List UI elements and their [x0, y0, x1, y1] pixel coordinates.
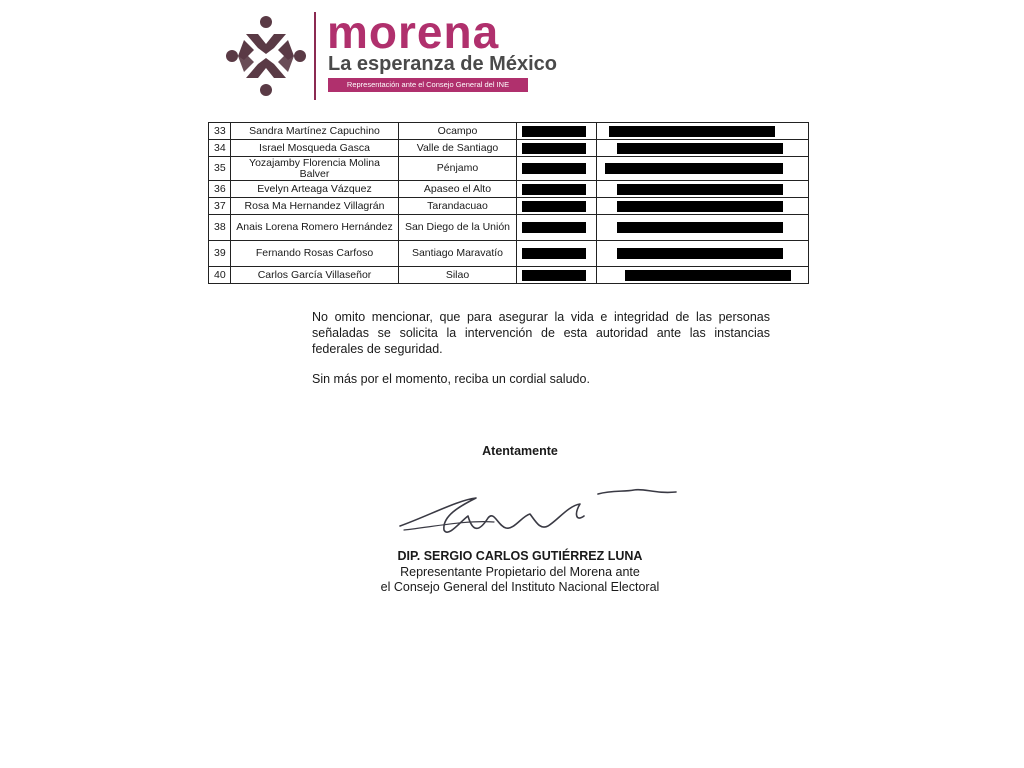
redacted-cell — [597, 241, 809, 267]
representation-banner: Representación ante el Consejo General del INE — [328, 78, 528, 92]
redacted-cell — [517, 140, 597, 157]
municipality: Apaseo el Alto — [399, 181, 517, 198]
row-number: 37 — [209, 198, 231, 215]
table-row — [209, 123, 809, 140]
handwritten-signature — [398, 486, 678, 546]
signer-role-line-2: el Consejo General del Instituto Nacional Electoral — [380, 580, 660, 594]
row-number: 35 — [209, 157, 231, 181]
closing-text: Atentamente — [482, 444, 558, 458]
redacted-cell — [517, 267, 597, 284]
signer-role-line-1: Representante Propietario del Morena ante — [400, 565, 640, 579]
redacted-cell — [597, 181, 809, 198]
person-name: Carlos García Villaseñor — [231, 267, 399, 284]
redacted-cell — [517, 123, 597, 140]
municipality: Silao — [399, 267, 517, 284]
table-row — [209, 140, 809, 157]
body-paragraph: No omito mencionar, que para asegurar la vida e integridad de las personas señaladas se solicita la intervención de esta autoridad ante las instancias federales de seguridad. — [312, 310, 770, 356]
redacted-cell — [517, 215, 597, 241]
table-row — [209, 157, 809, 181]
person-name: Yozajamby Florencia Molina Balver — [231, 157, 399, 181]
redacted-cell — [517, 198, 597, 215]
redacted-cell — [597, 157, 809, 181]
redacted-cell — [597, 140, 809, 157]
person-name: Rosa Ma Hernandez Villagrán — [231, 198, 399, 215]
redacted-cell — [597, 267, 809, 284]
redacted-cell — [517, 241, 597, 267]
brand-name: morena — [327, 6, 500, 58]
roster-table — [208, 122, 809, 284]
redacted-cell — [597, 215, 809, 241]
person-name: Fernando Rosas Carfoso — [231, 241, 399, 267]
morena-logo-icon — [224, 14, 308, 98]
logo-divider — [314, 12, 316, 100]
table-row — [209, 241, 809, 267]
redacted-cell — [517, 157, 597, 181]
row-number: 39 — [209, 241, 231, 267]
row-number: 40 — [209, 267, 231, 284]
municipality: Valle de Santiago — [399, 140, 517, 157]
person-name: Evelyn Arteaga Vázquez — [231, 181, 399, 198]
person-name: Sandra Martínez Capuchino — [231, 123, 399, 140]
table-row — [209, 181, 809, 198]
signer-name: DIP. SERGIO CARLOS GUTIÉRREZ LUNA — [397, 549, 643, 563]
municipality: Ocampo — [399, 123, 517, 140]
table-row — [209, 267, 809, 284]
person-name: Israel Mosqueda Gasca — [231, 140, 399, 157]
table-row — [209, 215, 809, 241]
row-number: 36 — [209, 181, 231, 198]
row-number: 38 — [209, 215, 231, 241]
municipality: Pénjamo — [399, 157, 517, 181]
row-number: 33 — [209, 123, 231, 140]
municipality: Tarandacuao — [399, 198, 517, 215]
redacted-cell — [597, 198, 809, 215]
brand-tagline: La esperanza de México — [328, 53, 557, 75]
row-number: 34 — [209, 140, 231, 157]
greeting-paragraph: Sin más por el momento, reciba un cordial saludo. — [312, 372, 590, 386]
redacted-cell — [597, 123, 809, 140]
redacted-cell — [517, 181, 597, 198]
municipality: Santiago Maravatío — [399, 241, 517, 267]
person-name: Anais Lorena Romero Hernández — [231, 215, 399, 241]
municipality: San Diego de la Unión — [399, 215, 517, 241]
table-row — [209, 198, 809, 215]
